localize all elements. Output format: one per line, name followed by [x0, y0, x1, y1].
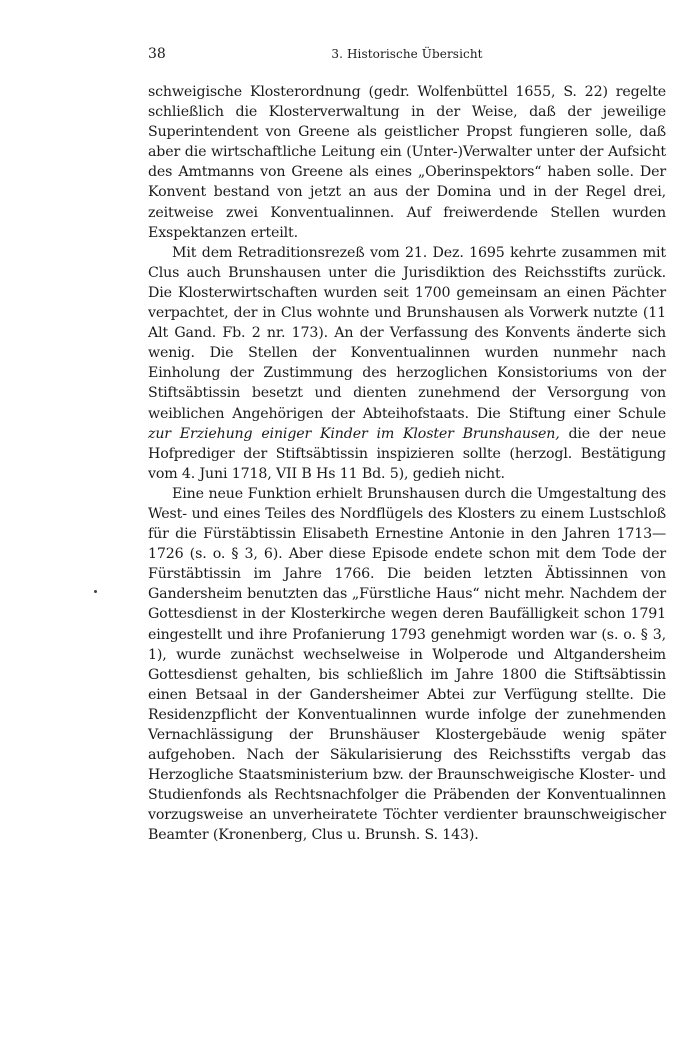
paragraph-1: schweigische Klosterordnung (gedr. Wolfenbüttel 1655, S. 22) regelte schließlich die Klosterverwaltung in der Weise, daß der jeweilige Superintendent von Greene als geistlicher Propst fungieren solle, daß aber die wirtschaftliche Leitung ein (Unter-)Verwalter unter der Aufsicht des Amtmanns von Greene als eines „Oberinspektors“ haben solle. Der Konvent bestand von jetzt an aus der Domina und in der Regel drei, zeitweise zwei Konventualinnen. Auf freiwerdende Stellen wurden Exspektanzen erteilt.: [148, 84, 666, 241]
body-text: [148, 82, 666, 846]
paragraph-2-italic: zur Erziehung einiger Kinder im Kloster Brunshausen,: [148, 425, 560, 442]
paragraph-2: [148, 243, 666, 484]
paragraph-3: Eine neue Funktion erhielt Brunshausen durch die Umgestaltung des West- und eines Teiles des Nordflügels des Klosters zu einem Lustschloß für die Fürstäbtissin Elisabeth Ernestine Antonie in den Jahren 1713—1726 (s. o. § 3, 6). Aber diese Episode endete schon mit dem Tode der Fürstäbtissin im Jahre 1766. Die beiden letzten Äbtissinnen von Gandersheim benutzten das „Fürstliche Haus“ nicht mehr. Nachdem der Gottesdienst in der Klosterkirche wegen deren Baufälligkeit schon 1791 eingestellt und ihre Profanierung 1793 genehmigt worden war (s. o. § 3, 1), wurde zunächst wechselweise in Wolperode und Altgandersheim Gottesdienst gehalten, bis schließlich im Jahre 1800 die Stiftsäbtissin einen Betsaal in der Gandersheimer Abtei zur Verfügung stellte. Die Residenzpflicht der Konventualinnen wurde infolge der zunehmenden Vernachlässigung der Brunshäuser Klostergebäude wenig später aufgehoben. Nach der Säkularisierung des Reichsstifts vergab das Herzogliche Staatsministerium bzw. der Braunschweigische Kloster- und Studienfonds als Rechtsnachfolger die Präbenden der Konventualinnen vorzugsweise an unverheiratete Töchter verdienter braunschweigischer Beamter (Kronenberg, Clus u. Brunsh. S. 143).: [148, 485, 666, 844]
book-page: [148, 46, 666, 846]
page-number: 38: [148, 46, 166, 62]
running-head: [148, 46, 666, 68]
paragraph-2-text-b: die der neue Hofprediger der Stiftsäbtissin inspizieren sollte (herzogl. Bestätigung vom 4. Juni 1718, VII B Hs 11 Bd. 5), gedieh nicht.: [148, 425, 666, 482]
margin-dot: [94, 590, 97, 593]
chapter-title: 3. Historische Übersicht: [331, 47, 483, 61]
paragraph-2-text-a: Mit dem Retraditionsrezeß vom 21. Dez. 1695 kehrte zusammen mit Clus auch Brunshausen unter die Jurisdiktion des Reichsstifts zurück. Die Klosterwirtschaften wurden seit 1700 gemeinsam an einen Pächter verpachtet, der in Clus wohnte und Brunshausen als Vorwerk nutzte (11 Alt Gand. Fb. 2 nr. 173). An der Verfassung des Konvents änderte sich wenig. Die Stellen der Konventualinnen wurden nunmehr nach Einholung der Zustimmung des herzoglichen Konsistoriums von der Stiftsäbtissin besetzt und dienten zunehmend der Versorgung von weiblichen Angehörigen der Abteihofstaats. Die Stiftung einer Schule: [148, 244, 666, 422]
